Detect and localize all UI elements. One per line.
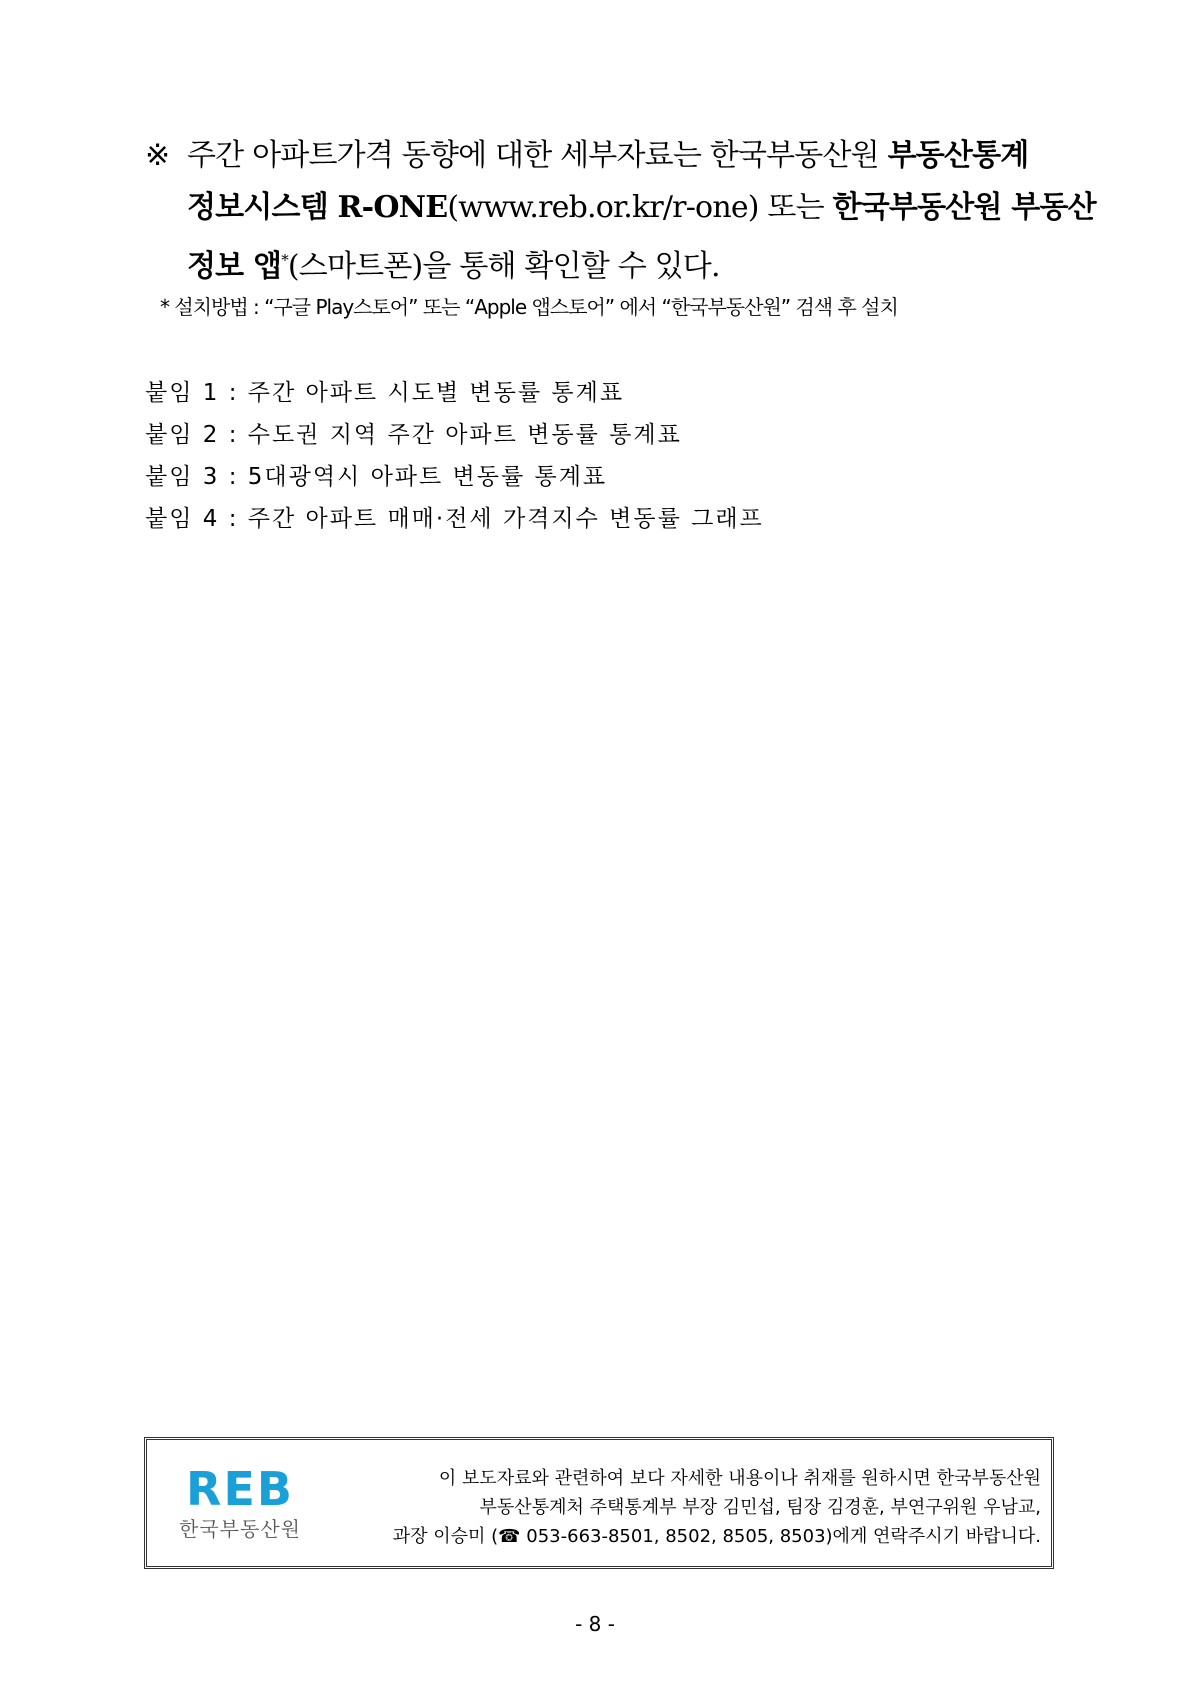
notice-line-2 — [145, 182, 1096, 234]
notice-bold-text: 부동산통계 — [887, 138, 1029, 173]
reb-logo — [165, 1464, 315, 1554]
install-footnote: * 설치방법 : “구글 Play스토어” 또는 “Apple 앱스토어” 에서 “한국부동산원” 검색 후 설치 — [160, 295, 898, 319]
notice-url-text: (www.reb.or.kr/r-one) 또는 — [447, 190, 833, 225]
reference-mark: ※ — [145, 138, 170, 173]
contact-line: 과장 이승미 (☎ 053-663-8501, 8502, 8505, 8503)에게 연락주시기 바랍니다. — [392, 1526, 1041, 1547]
attachment-item: 붙임 2 : 수도권 지역 주간 아파트 변동률 통계표 — [145, 422, 682, 448]
notice-text: 주간 아파트가격 동향에 대한 세부자료는 한국부동산원 — [187, 138, 888, 173]
page-number: - 8 - — [575, 1612, 615, 1636]
attachment-item: 붙임 3 : 5대광역시 아파트 변동률 통계표 — [145, 464, 608, 490]
contact-text — [321, 1464, 1041, 1551]
footnote-marker: * — [281, 251, 288, 269]
notice-bold-text: 한국부동산원 부동산 — [832, 190, 1096, 225]
notice-bold-text: 정보 앱 — [187, 249, 282, 284]
attachment-list — [145, 372, 1045, 540]
notice-line-3 — [145, 234, 1065, 293]
logo-name: 한국부동산원 — [179, 1517, 301, 1541]
attachment-item: 붙임 1 : 주간 아파트 시도별 변동률 통계표 — [145, 380, 625, 406]
contact-box — [144, 1437, 1054, 1569]
contact-line: 이 보도자료와 관련하여 보다 자세한 내용이나 취재를 원하시면 한국부동산원 — [438, 1468, 1041, 1489]
notice-paragraph — [145, 130, 1096, 293]
logo-mark: REB — [186, 1462, 294, 1516]
attachment-item: 붙임 4 : 주간 아파트 매매·전세 가격지수 변동률 그래프 — [145, 506, 764, 532]
notice-line-1 — [145, 130, 1065, 182]
notice-bold-text: 정보시스템 R-ONE — [187, 190, 448, 225]
contact-line: 부동산통계처 주택통계부 부장 김민섭, 팀장 김경훈, 부연구위원 우남교, — [479, 1497, 1041, 1518]
notice-text: (스마트폰)을 통해 확인할 수 있다. — [287, 249, 720, 284]
